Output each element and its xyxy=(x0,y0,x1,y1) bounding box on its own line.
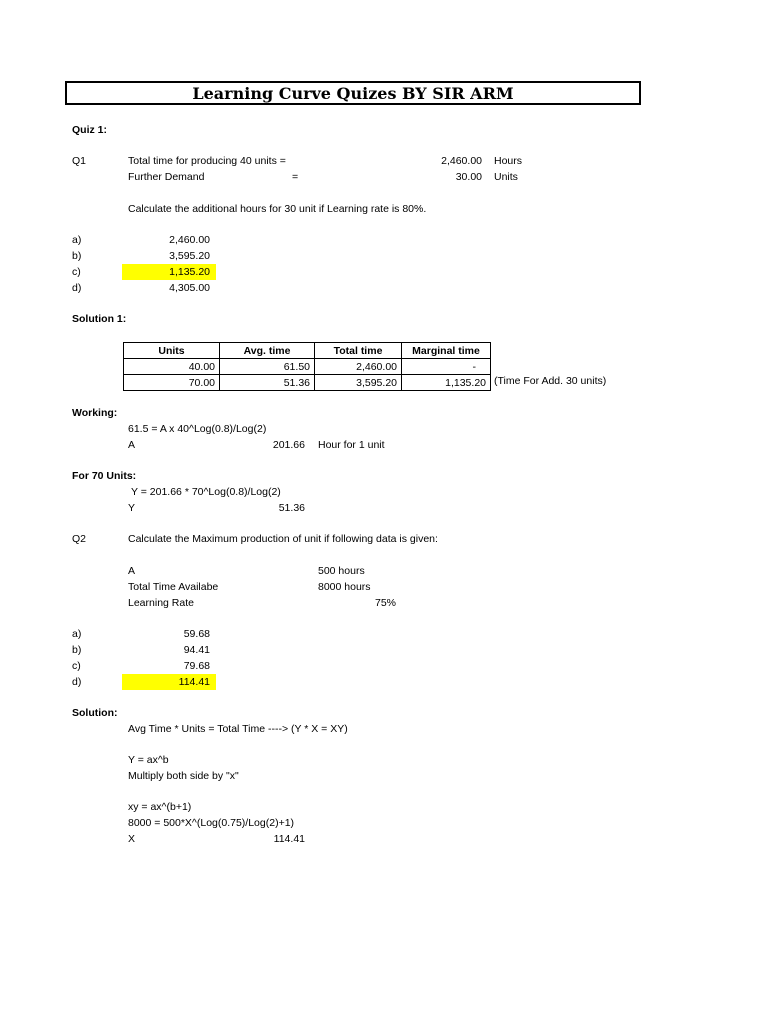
q2-option-value: 94.41 xyxy=(183,644,210,656)
q2-total-time-label: Total Time Availabe xyxy=(128,581,219,593)
q2-option-letter: c) xyxy=(72,660,81,672)
working-equation: 61.5 = A x 40^Log(0.8)/Log(2) xyxy=(128,423,267,435)
q1-option-letter: a) xyxy=(72,234,82,246)
table-cell: 3,595.20 xyxy=(315,375,402,391)
solution1-table xyxy=(123,342,491,391)
q1-option-value: 4,305.00 xyxy=(169,282,210,294)
table-header-cell: Avg. time xyxy=(220,343,315,359)
q1-option-letter: c) xyxy=(72,266,81,278)
solution2-label: Solution: xyxy=(72,707,118,719)
q2-learning-rate-value: 75% xyxy=(374,597,396,609)
q1-further-demand-unit: Units xyxy=(494,171,518,183)
solution2-x-value: 114.41 xyxy=(273,833,305,845)
table-cell: 51.36 xyxy=(220,375,315,391)
q1-option-letter: b) xyxy=(72,250,82,262)
q2-option-letter: d) xyxy=(72,676,82,688)
working-a-label: A xyxy=(128,439,136,451)
table-cell: - xyxy=(402,359,491,375)
table-cell: 1,135.20 xyxy=(402,375,491,391)
table-header-cell: Units xyxy=(124,343,220,359)
q1-option-letter: d) xyxy=(72,282,82,294)
table-row xyxy=(124,375,491,391)
q2-option-value: 79.68 xyxy=(183,660,210,672)
table-header-row xyxy=(124,343,491,359)
working-label: Working: xyxy=(72,407,118,419)
q2-option-letter: b) xyxy=(72,644,82,656)
for70-label: For 70 Units: xyxy=(72,470,137,482)
solution2-line: Multiply both side by "x" xyxy=(128,770,239,782)
for70-y-label: Y xyxy=(128,502,136,514)
solution1-label: Solution 1: xyxy=(72,313,127,325)
table-cell: 40.00 xyxy=(124,359,220,375)
q1-total-time-value: 2,460.00 xyxy=(441,155,482,167)
q2-a-value: 500 hours xyxy=(318,565,365,577)
q1-total-time-label: Total time for producing 40 units = xyxy=(128,155,286,167)
q2-number: Q2 xyxy=(72,533,87,545)
table-cell: 70.00 xyxy=(124,375,220,391)
q1-option-value: 2,460.00 xyxy=(169,234,210,246)
for70-y-value: 51.36 xyxy=(278,502,305,514)
q1-further-demand-label: Further Demand xyxy=(128,171,205,183)
q1-option-value: 3,595.20 xyxy=(169,250,210,262)
table-header-cell: Total time xyxy=(315,343,402,359)
solution2-line: 8000 = 500*X^(Log(0.75)/Log(2)+1) xyxy=(128,817,295,829)
q2-a-label: A xyxy=(128,565,136,577)
q2-total-time-value: 8000 hours xyxy=(318,581,371,593)
q2-learning-rate-label: Learning Rate xyxy=(128,597,194,609)
table-header-cell: Marginal time xyxy=(402,343,491,359)
page-title: Learning Curve Quizes BY SIR ARM xyxy=(192,84,514,103)
q2-option-letter: a) xyxy=(72,628,82,640)
q1-further-demand-eq: = xyxy=(292,171,299,183)
solution2-x-label: X xyxy=(128,833,136,845)
solution2-line: xy = ax^(b+1) xyxy=(128,801,192,813)
q2-question: Calculate the Maximum production of unit if following data is given: xyxy=(128,533,438,545)
solution2-line: Avg Time * Units = Total Time ----> (Y * X = XY) xyxy=(128,723,348,735)
solution2-line: Y = ax^b xyxy=(128,754,169,766)
working-a-unit: Hour for 1 unit xyxy=(318,439,385,451)
q1-option-value-correct: 1,135.20 xyxy=(169,266,210,278)
q2-option-value-correct: 114.41 xyxy=(178,676,210,688)
working-a-value: 201.66 xyxy=(272,439,305,451)
q2-option-value: 59.68 xyxy=(183,628,210,640)
quiz1-label: Quiz 1: xyxy=(72,124,108,136)
q1-number: Q1 xyxy=(72,155,87,167)
q1-total-time-unit: Hours xyxy=(494,155,523,167)
q1-question: Calculate the additional hours for 30 unit if Learning rate is 80%. xyxy=(128,203,427,215)
for70-equation: Y = 201.66 * 70^Log(0.8)/Log(2) xyxy=(131,486,281,498)
table-cell: 2,460.00 xyxy=(315,359,402,375)
title-box xyxy=(65,81,641,105)
table-cell: 61.50 xyxy=(220,359,315,375)
solution1-note: (Time For Add. 30 units) xyxy=(494,375,607,387)
table-row xyxy=(124,359,491,375)
q1-further-demand-value: 30.00 xyxy=(455,171,482,183)
